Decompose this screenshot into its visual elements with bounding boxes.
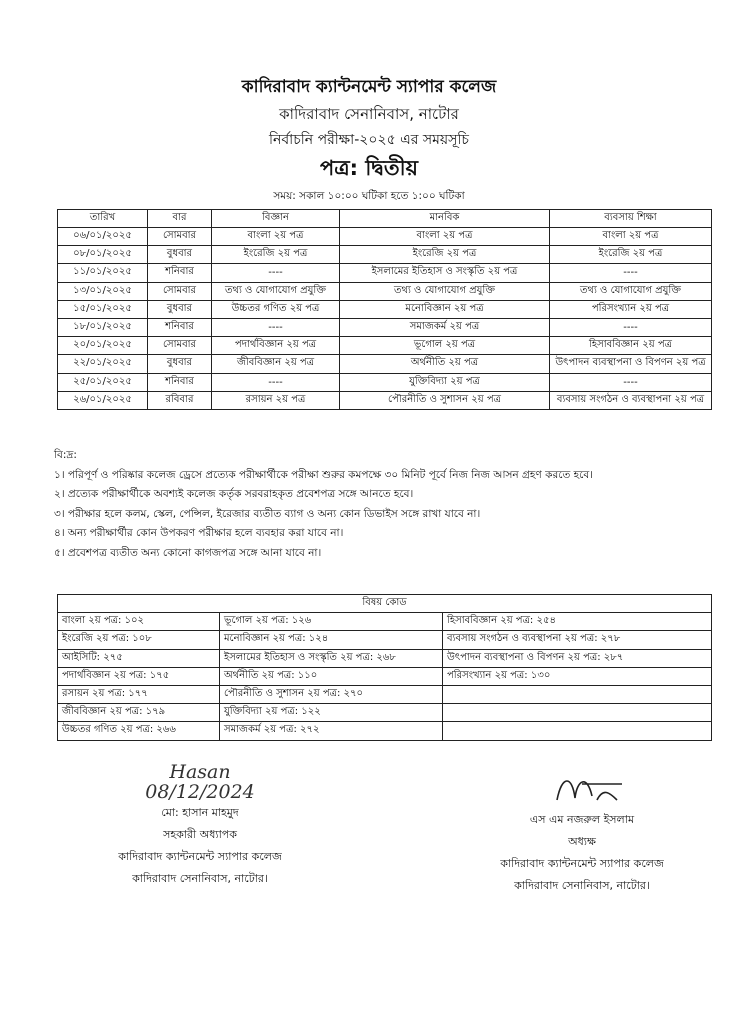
paper-title: পত্র: দ্বিতীয় [319,156,419,180]
signatory-college: কাদিরাবাদ ক্যান্টনমেন্ট স্যাপার কলেজ [118,850,282,863]
routine-day-cell: সোমবার [148,337,212,355]
subject-code-cell: উৎপাদন ব্যবস্থাপনা ও বিপণন ২য় পত্র: ২৮৭ [443,649,712,667]
subject-code-row [58,667,712,685]
routine-row [58,318,712,336]
subject-code-row [58,649,712,667]
subject-code-cell [443,704,712,722]
subject-code-cell: মনোবিজ্ঞান ২য় পত্র: ১২৪ [220,631,443,649]
routine-row [58,300,712,318]
routine-date-cell: ১৫/০১/২০২৫ [58,300,148,318]
note-item: ৩। পরীক্ষার হলে কলম, স্কেল, পেন্সিল, ইরেজার ব্যতীত ব্যাগ ও অন্য কোন ডিভাইস সঙ্গে রাখা যাবে না। [54,507,481,520]
routine-arts-cell: ইসলামের ইতিহাস ও সংস্কৃতি ২য় পত্র [340,264,550,282]
column-header-business: ব্যবসায় শিক্ষা [550,210,712,228]
handwritten-signature: Hasan [169,761,231,783]
routine-arts-cell: ভূগোল ২য় পত্র [340,337,550,355]
routine-business-cell: হিসাববিজ্ঞান ২য় পত্র [550,337,712,355]
principal-name: এস এম নজরুল ইসলাম [529,813,635,826]
routine-date-cell: ২২/০১/২০২৫ [58,355,148,373]
subject-code-cell: ইসলামের ইতিহাস ও সংস্কৃতি ২য় পত্র: ২৬৮ [220,649,443,667]
routine-day-cell: বুধবার [148,246,212,264]
signature-block-left [80,762,320,890]
signatory-location: কাদিরাবাদ সেনানিবাস, নাটোর। [132,872,268,885]
routine-business-cell: ইংরেজি ২য় পত্র [550,246,712,264]
subject-code-row [58,685,712,703]
routine-arts-cell: বাংলা ২য় পত্র [340,228,550,246]
routine-row [58,264,712,282]
principal-location: কাদিরাবাদ সেনানিবাস, নাটোর। [514,879,650,892]
routine-row [58,373,712,391]
column-header-science: বিজ্ঞান [212,210,340,228]
routine-day-cell: শনিবার [148,373,212,391]
routine-table [57,209,712,410]
routine-day-cell: বুধবার [148,355,212,373]
routine-science-cell: জীববিজ্ঞান ২য় পত্র [212,355,340,373]
signatory-designation: সহকারী অধ্যাপক [163,828,237,841]
routine-arts-cell: যুক্তিবিদ্যা ২য় পত্র [340,373,550,391]
subject-code-cell: আইসিটি: ২৭৫ [58,649,220,667]
routine-date-cell: ২৫/০১/২০২৫ [58,373,148,391]
subject-code-title: বিষয় কোড [58,595,712,613]
routine-science-cell: উচ্চতর গণিত ২য় পত্র [212,300,340,318]
exam-title: নির্বাচনি পরীক্ষা-২০২৫ এর সময়সূচি [269,132,469,148]
exam-time: সময়: সকাল ১০:০০ ঘটিকা হতে ১:০০ ঘটিকা [273,190,465,202]
college-location: কাদিরাবাদ সেনানিবাস, নাটোর [279,105,459,123]
routine-business-cell: তথ্য ও যোগাযোগ প্রযুক্তি [550,282,712,300]
routine-science-cell: তথ্য ও যোগাযোগ প্রযুক্তি [212,282,340,300]
routine-science-cell: ---- [212,264,340,282]
routine-science-cell: ---- [212,373,340,391]
routine-row [58,391,712,409]
column-header-arts: মানবিক [340,210,550,228]
subject-code-cell: হিসাববিজ্ঞান ২য় পত্র: ২৫৪ [443,613,712,631]
subject-code-cell: যুক্তিবিদ্যা ২য় পত্র: ১২২ [220,704,443,722]
notes-section [54,446,724,564]
routine-science-cell: পদার্থবিজ্ঞান ২য় পত্র [212,337,340,355]
routine-day-cell: সোমবার [148,228,212,246]
routine-date-cell: ১১/০১/২০২৫ [58,264,148,282]
subject-code-cell: ব্যবসায় সংগঠন ও ব্যবস্থাপনা ২য় পত্র: ২৭৮ [443,631,712,649]
subject-code-cell [443,685,712,703]
routine-science-cell: রসায়ন ২য় পত্র [212,391,340,409]
subject-code-cell: ভূগোল ২য় পত্র: ১২৬ [220,613,443,631]
routine-day-cell: রবিবার [148,391,212,409]
subject-code-cell: জীববিজ্ঞান ২য় পত্র: ১৭৯ [58,704,220,722]
college-name: কাদিরাবাদ ক্যান্টনমেন্ট স্যাপার কলেজ [241,77,497,97]
signatory-name: মো: হাসান মাহমুদ [161,806,239,819]
notes-title: বি:দ্র: [54,449,77,461]
routine-arts-cell: মনোবিজ্ঞান ২য় পত্র [340,300,550,318]
subject-code-row [58,613,712,631]
principal-signature-icon [537,770,627,806]
routine-business-cell: পরিসংখ্যান ২য় পত্র [550,300,712,318]
subject-code-cell: অর্থনীতি ২য় পত্র: ১১০ [220,667,443,685]
routine-science-cell: ইংরেজি ২য় পত্র [212,246,340,264]
routine-science-cell: ---- [212,318,340,336]
routine-day-cell: শনিবার [148,264,212,282]
routine-row [58,228,712,246]
column-header-day: বার [148,210,212,228]
note-item: ৫। প্রবেশপত্র ব্যতীত অন্য কোনো কাগজপত্র সঙ্গে আনা যাবে না। [54,546,322,559]
subject-code-cell: সমাজকর্ম ২য় পত্র: ২৭২ [220,722,443,740]
routine-science-cell: বাংলা ২য় পত্র [212,228,340,246]
subject-code-cell: বাংলা ২য় পত্র: ১০২ [58,613,220,631]
note-item: ২। প্রত্যেক পরীক্ষার্থীকে অবশ্যই কলেজ কর্তৃক সরবরাহকৃত প্রবেশপত্র সঙ্গে আনতে হবে। [54,488,414,501]
note-item: ১। পরিপূর্ণ ও পরিষ্কার কলেজ ড্রেসে প্রত্যেক পরীক্ষার্থীকে পরীক্ষা শুরুর কমপক্ষে ৩০ মিনিট পূর্বে নিজ নিজ আসন গ্রহণ করতে হবে। [54,468,593,481]
routine-business-cell: বাংলা ২য় পত্র [550,228,712,246]
routine-day-cell: বুধবার [148,300,212,318]
routine-business-cell: উৎপাদন ব্যবস্থাপনা ও বিপণন ২য় পত্র [550,355,712,373]
routine-day-cell: শনিবার [148,318,212,336]
routine-business-cell: ---- [550,373,712,391]
routine-date-cell: ২০/০১/২০২৫ [58,337,148,355]
routine-arts-cell: অর্থনীতি ২য় পত্র [340,355,550,373]
principal-college: কাদিরাবাদ ক্যান্টনমেন্ট স্যাপার কলেজ [500,857,664,870]
subject-code-cell: পদার্থবিজ্ঞান ২য় পত্র: ১৭৫ [58,667,220,685]
column-header-date: তারিখ [58,210,148,228]
routine-date-cell: ১৩/০১/২০২৫ [58,282,148,300]
subject-code-cell: পৌরনীতি ও সুশাসন ২য় পত্র: ২৭০ [220,685,443,703]
routine-row [58,355,712,373]
routine-date-cell: ২৬/০১/২০২৫ [58,391,148,409]
routine-row [58,246,712,264]
routine-row [58,337,712,355]
routine-header-row [58,210,712,228]
subject-code-row [58,704,712,722]
routine-date-cell: ১৮/০১/২০২৫ [58,318,148,336]
subject-code-cell: ইংরেজি ২য় পত্র: ১০৮ [58,631,220,649]
routine-arts-cell: ইংরেজি ২য় পত্র [340,246,550,264]
routine-arts-cell: সমাজকর্ম ২য় পত্র [340,318,550,336]
routine-date-cell: ০৬/০১/২০২৫ [58,228,148,246]
principal-designation: অধ্যক্ষ [568,835,596,848]
note-item: ৪। অন্য পরীক্ষার্থীর কোন উপকরণ পরীক্ষার হলে ব্যবহার করা যাবে না। [54,527,344,540]
subject-code-row [58,722,712,740]
routine-business-cell: ব্যবসায় সংগঠন ও ব্যবস্থাপনা ২য় পত্র [550,391,712,409]
routine-day-cell: সোমবার [148,282,212,300]
subject-code-cell: রসায়ন ২য় পত্র: ১৭৭ [58,685,220,703]
signature-block-right [462,770,702,897]
subject-code-table [57,594,712,741]
routine-row [58,282,712,300]
routine-arts-cell: পৌরনীতি ও সুশাসন ২য় পত্র [340,391,550,409]
routine-business-cell: ---- [550,318,712,336]
handwritten-date: 08/12/2024 [145,781,255,803]
routine-arts-cell: তথ্য ও যোগাযোগ প্রযুক্তি [340,282,550,300]
subject-code-row [58,631,712,649]
routine-date-cell: ০৮/০১/২০২৫ [58,246,148,264]
subject-code-cell [443,722,712,740]
subject-code-cell: পরিসংখ্যান ২য় পত্র: ১৩০ [443,667,712,685]
routine-business-cell: ---- [550,264,712,282]
subject-code-cell: উচ্চতর গণিত ২য় পত্র: ২৬৬ [58,722,220,740]
